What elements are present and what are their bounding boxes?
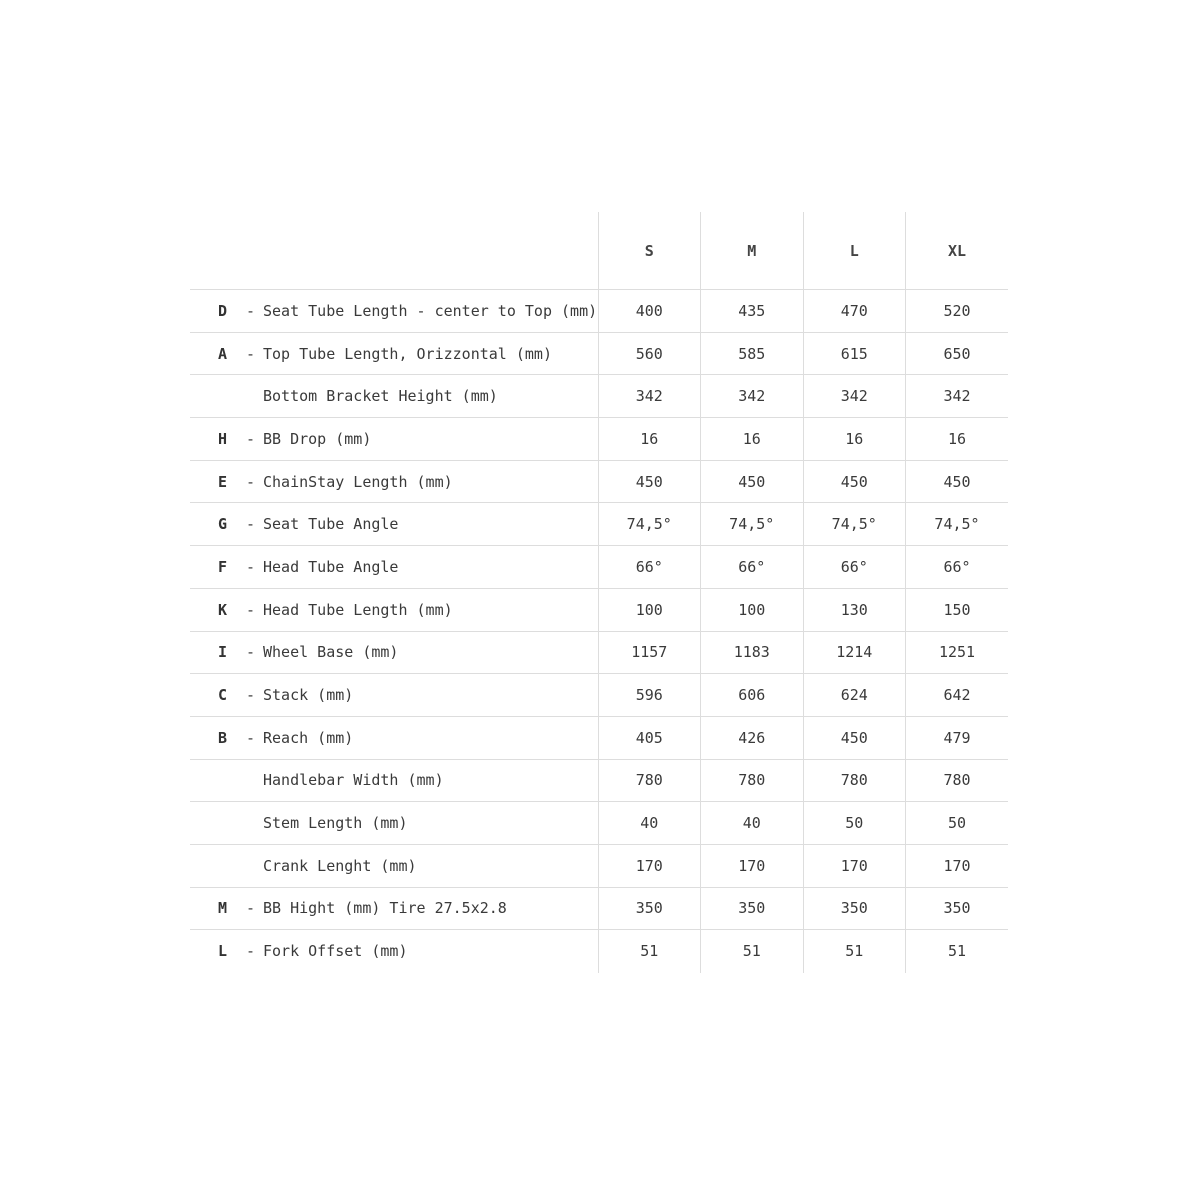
row-separator: - xyxy=(246,557,256,576)
value-cell-l: 51 xyxy=(803,930,906,973)
geometry-table xyxy=(190,212,1008,973)
row-separator: - xyxy=(246,429,256,448)
row-label: Seat Tube Angle xyxy=(263,515,399,534)
value-cell-m: 780 xyxy=(701,759,804,802)
value-cell-xl: 450 xyxy=(906,460,1009,503)
row-label-cell xyxy=(190,503,598,546)
value-cell-m: 1183 xyxy=(701,631,804,674)
size-header-m: M xyxy=(701,212,804,290)
value-cell-l: 470 xyxy=(803,290,906,333)
table-row xyxy=(190,759,1008,802)
value-cell-m: 66° xyxy=(701,546,804,589)
row-code: F xyxy=(218,557,228,576)
value-cell-s: 74,5° xyxy=(598,503,701,546)
value-cell-s: 40 xyxy=(598,802,701,845)
row-code: M xyxy=(218,899,228,918)
value-cell-l: 450 xyxy=(803,460,906,503)
value-cell-xl: 51 xyxy=(906,930,1009,973)
value-cell-l: 450 xyxy=(803,716,906,759)
table-row xyxy=(190,588,1008,631)
value-cell-l: 342 xyxy=(803,375,906,418)
row-code: I xyxy=(218,643,228,662)
table-row xyxy=(190,631,1008,674)
value-cell-xl: 479 xyxy=(906,716,1009,759)
row-code: C xyxy=(218,686,228,705)
value-cell-m: 350 xyxy=(701,887,804,930)
value-cell-s: 342 xyxy=(598,375,701,418)
value-cell-s: 405 xyxy=(598,716,701,759)
row-code: D xyxy=(218,301,228,320)
header-label-cell xyxy=(190,212,598,290)
row-code: L xyxy=(218,942,228,961)
row-separator: - xyxy=(246,472,256,491)
value-cell-m: 74,5° xyxy=(701,503,804,546)
table-row xyxy=(190,674,1008,717)
value-cell-l: 1214 xyxy=(803,631,906,674)
header-row xyxy=(190,212,1008,290)
row-label: ChainStay Length (mm) xyxy=(263,472,453,491)
table-row xyxy=(190,375,1008,418)
row-label: Crank Lenght (mm) xyxy=(263,856,417,875)
row-label: Fork Offset (mm) xyxy=(263,942,408,961)
row-label-cell xyxy=(190,716,598,759)
row-code: E xyxy=(218,472,228,491)
row-label-cell xyxy=(190,631,598,674)
value-cell-s: 100 xyxy=(598,588,701,631)
row-code: H xyxy=(218,429,228,448)
size-header-l: L xyxy=(803,212,906,290)
row-label: Seat Tube Length - center to Top (mm) xyxy=(263,301,598,320)
row-label-cell xyxy=(190,418,598,461)
row-code: B xyxy=(218,728,228,747)
value-cell-xl: 74,5° xyxy=(906,503,1009,546)
table-row xyxy=(190,844,1008,887)
value-cell-s: 16 xyxy=(598,418,701,461)
row-code: K xyxy=(218,600,228,619)
table-row xyxy=(190,802,1008,845)
value-cell-l: 615 xyxy=(803,332,906,375)
value-cell-xl: 66° xyxy=(906,546,1009,589)
value-cell-m: 40 xyxy=(701,802,804,845)
row-separator: - xyxy=(246,515,256,534)
value-cell-s: 400 xyxy=(598,290,701,333)
row-label-cell xyxy=(190,588,598,631)
value-cell-xl: 520 xyxy=(906,290,1009,333)
row-label-cell xyxy=(190,844,598,887)
row-label-cell xyxy=(190,887,598,930)
row-label: Reach (mm) xyxy=(263,728,354,747)
row-label: Bottom Bracket Height (mm) xyxy=(263,387,498,406)
row-label-cell xyxy=(190,674,598,717)
row-code: G xyxy=(218,515,228,534)
value-cell-l: 50 xyxy=(803,802,906,845)
table-row xyxy=(190,546,1008,589)
size-header-xl: XL xyxy=(906,212,1009,290)
table-row xyxy=(190,460,1008,503)
row-separator: - xyxy=(246,600,256,619)
table-row xyxy=(190,503,1008,546)
value-cell-s: 350 xyxy=(598,887,701,930)
value-cell-xl: 650 xyxy=(906,332,1009,375)
value-cell-m: 100 xyxy=(701,588,804,631)
value-cell-m: 606 xyxy=(701,674,804,717)
value-cell-xl: 16 xyxy=(906,418,1009,461)
row-separator: - xyxy=(246,942,256,961)
row-separator: - xyxy=(246,686,256,705)
value-cell-l: 74,5° xyxy=(803,503,906,546)
table-row xyxy=(190,887,1008,930)
row-label: BB Hight (mm) Tire 27.5x2.8 xyxy=(263,899,507,918)
value-cell-s: 170 xyxy=(598,844,701,887)
value-cell-s: 66° xyxy=(598,546,701,589)
row-label-cell xyxy=(190,802,598,845)
row-separator: - xyxy=(246,344,256,363)
value-cell-xl: 1251 xyxy=(906,631,1009,674)
value-cell-s: 560 xyxy=(598,332,701,375)
value-cell-xl: 342 xyxy=(906,375,1009,418)
value-cell-s: 596 xyxy=(598,674,701,717)
row-separator: - xyxy=(246,643,256,662)
row-label: Head Tube Length (mm) xyxy=(263,600,453,619)
value-cell-xl: 50 xyxy=(906,802,1009,845)
value-cell-s: 1157 xyxy=(598,631,701,674)
value-cell-l: 350 xyxy=(803,887,906,930)
value-cell-m: 170 xyxy=(701,844,804,887)
row-label: Head Tube Angle xyxy=(263,557,399,576)
row-label: Stack (mm) xyxy=(263,686,354,705)
row-label: Stem Length (mm) xyxy=(263,814,408,833)
value-cell-m: 426 xyxy=(701,716,804,759)
row-label-cell xyxy=(190,332,598,375)
row-label: Wheel Base (mm) xyxy=(263,643,399,662)
value-cell-m: 435 xyxy=(701,290,804,333)
value-cell-l: 780 xyxy=(803,759,906,802)
value-cell-l: 624 xyxy=(803,674,906,717)
row-label: Handlebar Width (mm) xyxy=(263,771,444,790)
value-cell-m: 585 xyxy=(701,332,804,375)
row-separator: - xyxy=(246,728,256,747)
geometry-table-body xyxy=(190,290,1008,973)
size-header-s: S xyxy=(598,212,701,290)
row-separator: - xyxy=(246,899,256,918)
value-cell-xl: 150 xyxy=(906,588,1009,631)
table-row xyxy=(190,332,1008,375)
value-cell-s: 450 xyxy=(598,460,701,503)
value-cell-xl: 350 xyxy=(906,887,1009,930)
row-separator: - xyxy=(246,301,256,320)
row-label-cell xyxy=(190,290,598,333)
value-cell-l: 170 xyxy=(803,844,906,887)
table-row xyxy=(190,716,1008,759)
value-cell-xl: 170 xyxy=(906,844,1009,887)
table-row xyxy=(190,418,1008,461)
value-cell-s: 780 xyxy=(598,759,701,802)
value-cell-l: 16 xyxy=(803,418,906,461)
value-cell-m: 51 xyxy=(701,930,804,973)
row-label-cell xyxy=(190,460,598,503)
value-cell-xl: 780 xyxy=(906,759,1009,802)
value-cell-m: 342 xyxy=(701,375,804,418)
value-cell-xl: 642 xyxy=(906,674,1009,717)
value-cell-s: 51 xyxy=(598,930,701,973)
row-label: BB Drop (mm) xyxy=(263,429,372,448)
value-cell-m: 450 xyxy=(701,460,804,503)
row-label-cell xyxy=(190,546,598,589)
row-label-cell xyxy=(190,930,598,973)
table-row xyxy=(190,290,1008,333)
row-label: Top Tube Length, Orizzontal (mm) xyxy=(263,344,552,363)
value-cell-l: 130 xyxy=(803,588,906,631)
row-label-cell xyxy=(190,759,598,802)
row-code: A xyxy=(218,344,228,363)
value-cell-m: 16 xyxy=(701,418,804,461)
row-label-cell xyxy=(190,375,598,418)
value-cell-l: 66° xyxy=(803,546,906,589)
table-row xyxy=(190,930,1008,973)
